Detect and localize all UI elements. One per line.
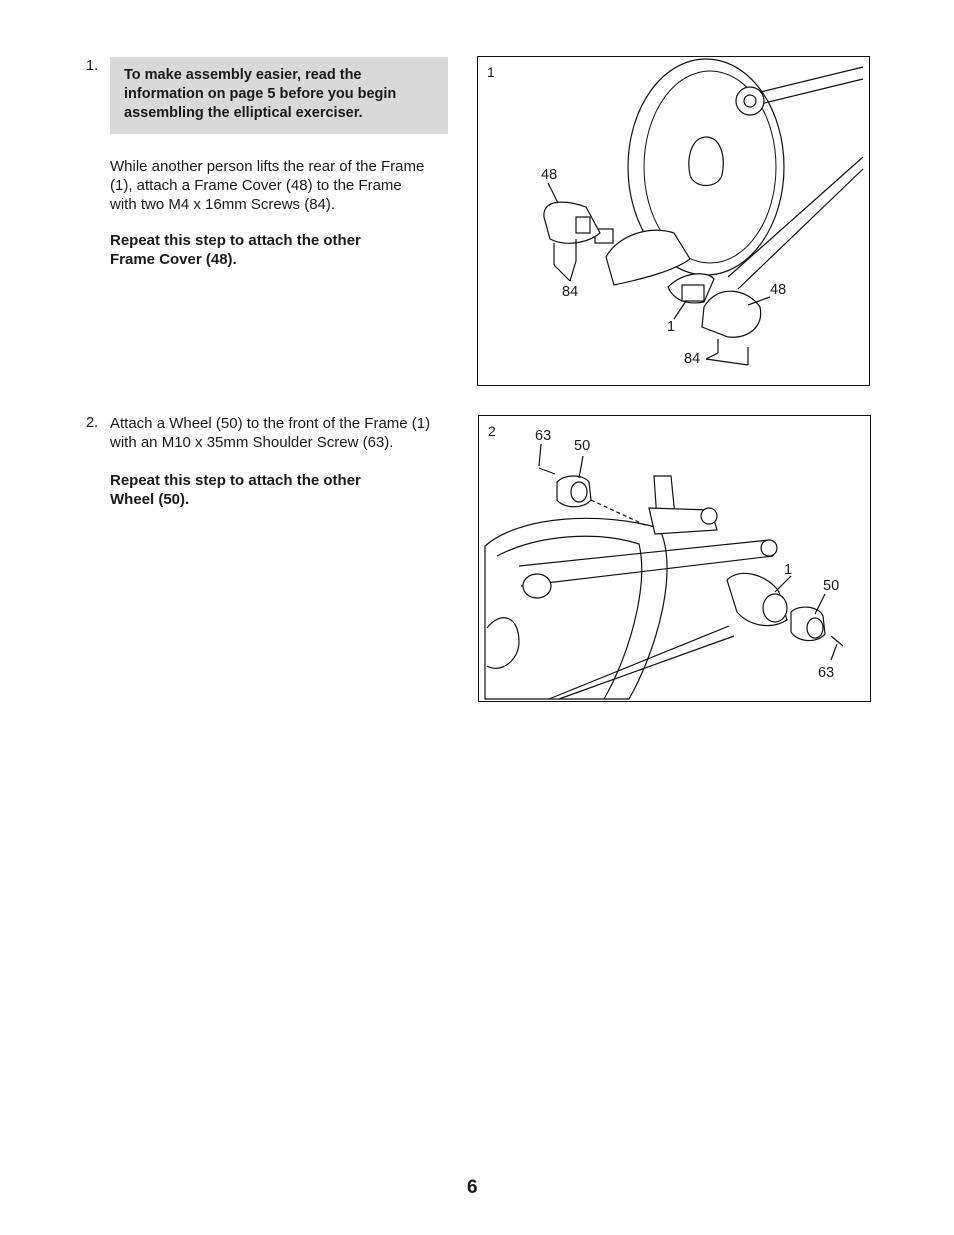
step-2-instructions: Attach a Wheel (50) to the front of the Frame (1) with an M10 x 35mm Shoulder Screw (63).	[110, 415, 431, 451]
step-1-number: 1.	[86, 58, 99, 74]
leader-84-left-2	[570, 261, 576, 281]
callout-63-top: 63	[535, 428, 552, 444]
step-1-repeat-note: Repeat this step to attach the other Frame Cover (48).	[110, 232, 361, 268]
leader-84-right-2	[706, 359, 748, 365]
callout-1: 1	[667, 319, 676, 335]
wheel-top-hub	[571, 482, 587, 502]
figure-1-number: 1	[487, 64, 495, 80]
step-1-instructions: While another person lifts the rear of the Frame (1), attach a Frame Cover (48) to the Frame with two M4 x 16mm Screws (84).	[110, 158, 425, 213]
rail-end-right	[761, 540, 777, 556]
assembly-note-text: To make assembly easier, read the information on page 5 before you begin assembling the elliptical exerciser.	[124, 67, 397, 121]
leader-84-right-1	[706, 353, 718, 359]
leader-1	[775, 576, 791, 592]
callout-84-right: 84	[684, 351, 701, 367]
leader-63-top	[539, 444, 541, 466]
frame-cover-right	[702, 291, 761, 337]
page-number: 6	[467, 1177, 478, 1198]
figure-1-drawing	[478, 57, 871, 387]
callout-1: 1	[784, 562, 793, 578]
wheel-right-hub	[807, 618, 823, 638]
callout-84-left: 84	[562, 284, 579, 300]
leader-84-left-1	[554, 265, 570, 281]
screw-top	[539, 468, 555, 474]
figure-2-number: 2	[488, 423, 496, 439]
leader-48-left	[548, 183, 558, 203]
callout-50-top: 50	[574, 438, 591, 454]
rail-end-left	[523, 574, 551, 598]
frame-front-end	[763, 594, 787, 622]
figure-1	[477, 56, 870, 386]
frame-cover-left	[544, 202, 600, 243]
assembly-note-box	[110, 57, 448, 134]
callout-63-bottom: 63	[818, 665, 835, 681]
callout-48-right: 48	[770, 282, 787, 298]
callout-50-right: 50	[823, 578, 840, 594]
leader-63-bottom	[831, 644, 837, 660]
step-2-repeat-note: Repeat this step to attach the other Wheel (50).	[110, 472, 361, 508]
callout-48-left: 48	[541, 167, 558, 183]
rail-end-cap	[736, 87, 764, 115]
upright-pivot	[701, 508, 717, 524]
step-2-number: 2.	[86, 415, 99, 431]
frame-base	[606, 230, 690, 285]
leader-50-top	[579, 456, 583, 478]
figure-2	[478, 415, 871, 702]
frame-tube	[668, 274, 714, 303]
leader-1	[674, 301, 686, 319]
figure-2-drawing	[479, 416, 872, 703]
